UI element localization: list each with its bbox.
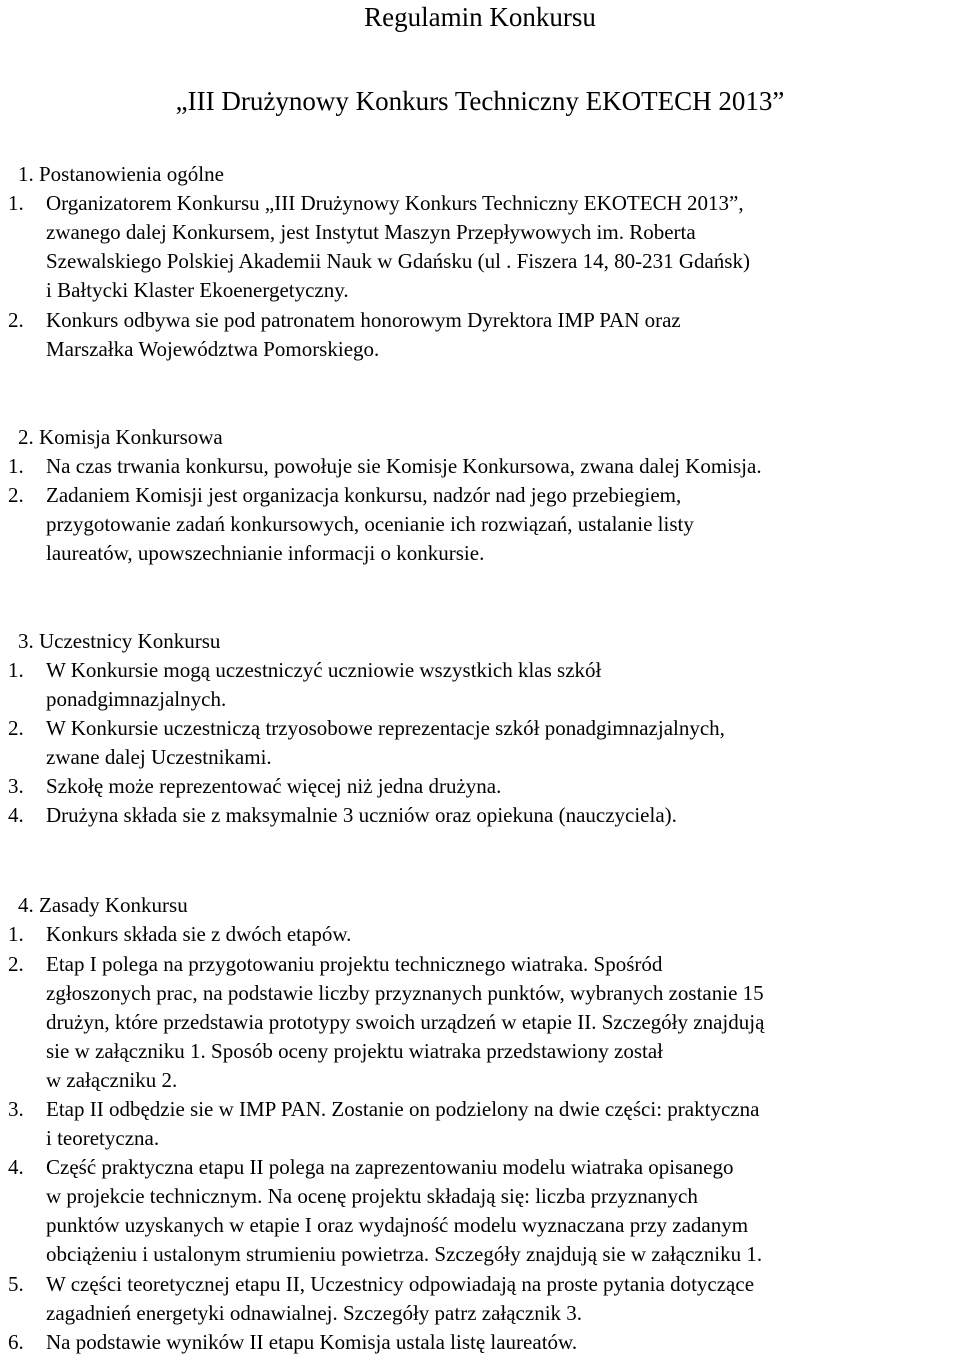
item-number: 2. [8,716,24,740]
list-item [8,1328,960,1357]
item-line: Marszałka Województwa Pomorskiego. [46,337,380,361]
item-number: 2. [8,952,24,976]
item-line: w załączniku 2. [46,1068,178,1092]
item-number: 1. [8,454,24,478]
item-number: 5. [8,1272,24,1296]
item-line: ponadgimnazjalnych. [46,687,227,711]
item-line: Na czas trwania konkursu, powołuje sie Komisje Konkursowa, zwana dalej Komisja. [46,454,762,478]
item-line: sie w załączniku 1. Sposób oceny projektu wiatraka przedstawiony został [46,1039,663,1063]
item-line: zwanego dalej Konkursem, jest Instytut Maszyn Przepływowych im. Roberta [46,220,696,244]
item-number: 3. [8,1097,24,1121]
section-heading-zasady: 4. Zasady Konkursu [18,893,188,917]
section-heading-postanowienia: 1. Postanowienia ogólne [18,162,224,186]
item-number: 4. [8,803,24,827]
item-line: W części teoretycznej etapu II, Uczestnicy odpowiadają na proste pytania dotyczące [46,1272,755,1296]
item-number: 4. [8,1155,24,1179]
item-line: w projekcie technicznym. Na ocenę projektu składają się: liczba przyznanych [46,1184,698,1208]
item-number: 3. [8,774,24,798]
list-item [8,950,960,1095]
section-heading-komisja: 2. Komisja Konkursowa [18,425,223,449]
item-line: Szewalskiego Polskiej Akademii Nauk w Gdańsku (ul . Fiszera 14, 80-231 Gdańsk) [46,249,750,273]
item-line: Organizatorem Konkursu „III Drużynowy Konkurs Techniczny EKOTECH 2013”, [46,191,744,215]
list-item [8,801,960,830]
item-number: 2. [8,483,24,507]
document-subtitle: „III Drużynowy Konkurs Techniczny EKOTECH 2013” [175,86,785,116]
section-heading-uczestnicy: 3. Uczestnicy Konkursu [18,629,221,653]
item-line: zgłoszonych prac, na podstawie liczby przyznanych punktów, wybranych zostanie 15 [46,981,764,1005]
list-item [8,772,960,801]
item-line: Konkurs odbywa sie pod patronatem honorowym Dyrektora IMP PAN oraz [46,308,681,332]
item-line: Szkołę może reprezentować więcej niż jedna drużyna. [46,774,502,798]
list-item [8,1153,960,1269]
item-line: punktów uzyskanych w etapie I oraz wydajność modelu wyznaczana przy zadanym [46,1213,749,1237]
item-number: 6. [8,1330,24,1354]
list-item [8,189,960,305]
item-line: W Konkursie mogą uczestniczyć uczniowie wszystkich klas szkół [46,658,602,682]
item-line: Konkurs składa sie z dwóch etapów. [46,922,352,946]
document-title: Regulamin Konkursu [364,2,596,32]
item-line: drużyn, które przedstawia prototypy swoich urządzeń w etapie II. Szczegóły znajdują [46,1010,765,1034]
item-line: i Bałtycki Klaster Ekoenergetyczny. [46,278,349,302]
list-item [8,306,960,364]
item-line: Na podstawie wyników II etapu Komisja ustala listę laureatów. [46,1330,578,1354]
item-line: i teoretyczna. [46,1126,160,1150]
item-line: laureatów, upowszechnianie informacji o konkursie. [46,541,485,565]
item-line: Zadaniem Komisji jest organizacja konkursu, nadzór nad jego przebiegiem, [46,483,682,507]
item-line: Część praktyczna etapu II polega na zaprezentowaniu modelu wiatraka opisanego [46,1155,734,1179]
item-line: W Konkursie uczestniczą trzyosobowe reprezentacje szkół ponadgimnazjalnych, [46,716,725,740]
list-item [8,656,960,714]
item-number: 1. [8,658,24,682]
list-item [8,452,960,481]
item-number: 2. [8,308,24,332]
item-line: Etap II odbędzie sie w IMP PAN. Zostanie on podzielony na dwie części: praktyczna [46,1097,760,1121]
item-line: przygotowanie zadań konkursowych, ocenianie ich rozwiązań, ustalanie listy [46,512,694,536]
list-item [8,920,960,949]
item-line: zwane dalej Uczestnikami. [46,745,272,769]
item-number: 1. [8,922,24,946]
list-item [8,1095,960,1153]
item-line: zagadnień energetyki odnawialnej. Szczegóły patrz załącznik 3. [46,1301,583,1325]
item-line: Drużyna składa sie z maksymalnie 3 uczniów oraz opiekuna (nauczyciela). [46,803,677,827]
item-number: 1. [8,191,24,215]
list-item [8,481,960,568]
item-line: obciążeniu i ustalonym strumieniu powietrza. Szczegóły znajdują sie w załączniku 1. [46,1242,763,1266]
item-line: Etap I polega na przygotowaniu projektu technicznego wiatraka. Spośród [46,952,663,976]
list-item [8,714,960,772]
list-item [8,1270,960,1328]
